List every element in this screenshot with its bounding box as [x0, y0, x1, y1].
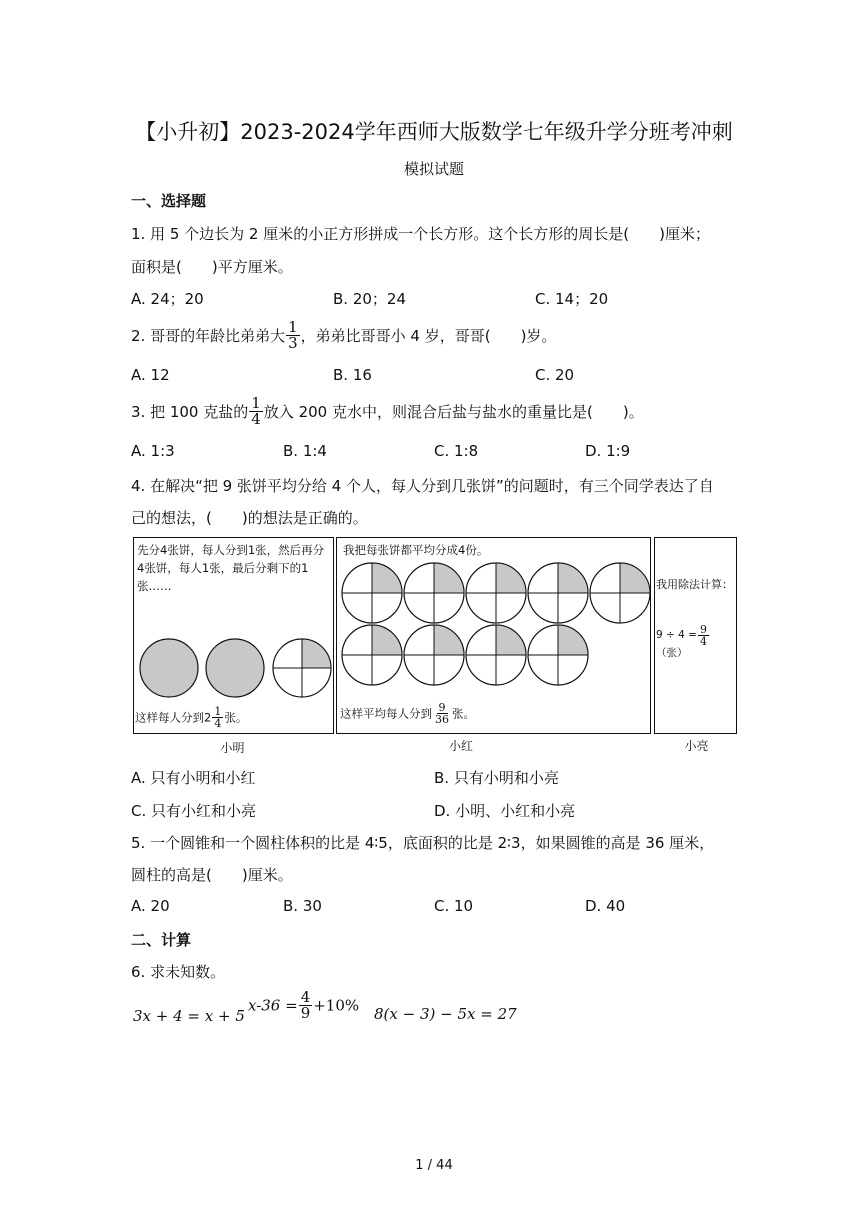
- xiaoliang-text: 我用除法计算：: [656, 578, 733, 591]
- quartered-pancake-6: [342, 625, 402, 685]
- question-1-line1: 1. 用 5 个边长为 2 厘米的小正方形拼成一个长方形。这个长方形的周长是( )厘米；: [131, 225, 710, 243]
- fraction-denominator: 3: [288, 334, 298, 352]
- question-3: [131, 396, 644, 427]
- quartered-pancake-9: [528, 625, 588, 685]
- fraction: [433, 702, 451, 725]
- xiaoming-caption: 小明: [220, 741, 245, 755]
- fraction-denominator: 4: [251, 410, 261, 428]
- question-4-line1: 4. 在解决“把 9 张饼平均分给 4 个人，每人分到几张饼”的问题时，有三个同学表达了自: [131, 477, 714, 495]
- quartered-pancake-7: [404, 625, 464, 685]
- question-4-option-b: B. 只有小明和小亮: [434, 769, 559, 787]
- question-2-option-b: B. 16: [333, 366, 372, 384]
- fraction-numerator: 1: [288, 318, 298, 336]
- question-2-text-after: ，弟弟比哥哥小 4 岁，哥哥( )岁。: [300, 327, 557, 345]
- fraction: [299, 990, 313, 1021]
- xiaohong-caption: 小红: [448, 739, 473, 753]
- fraction-denominator: 4: [699, 635, 707, 648]
- equation-1: 3x + 4 = x + 5: [133, 1007, 245, 1025]
- fraction: [698, 624, 709, 647]
- xiaohong-result-after: 张。: [452, 706, 475, 721]
- question-5-option-a: A. 20: [131, 897, 170, 915]
- question-1-option-c: C. 14；20: [535, 290, 609, 308]
- question-2: [131, 320, 556, 351]
- xiaoming-result-after: 张。: [224, 710, 248, 725]
- xiaoliang-panel: [654, 537, 737, 734]
- fraction-numerator: 4: [300, 988, 311, 1006]
- fraction-numerator: 1: [251, 394, 261, 412]
- xiaohong-panel: [336, 537, 651, 734]
- question-4-option-d: D. 小明、小红和小亮: [434, 802, 576, 820]
- question-5-option-c: C. 10: [434, 897, 474, 915]
- question-3-option-d: D. 1:9: [585, 442, 631, 460]
- question-3-option-c: C. 1:8: [434, 442, 479, 460]
- xiaoming-text: 先分4张饼，每人分到1张，然后再分4张饼，每人1张，最后分剩下的1张……: [137, 543, 325, 593]
- xiaoming-result: [135, 706, 331, 729]
- equation-3: 8(x − 3) − 5x = 27: [374, 1005, 517, 1023]
- xiaoming-pancakes: [134, 636, 333, 706]
- xiaoliang-expression: [656, 624, 736, 661]
- quarter-pancake: [273, 639, 331, 697]
- question-5-option-d: D. 40: [585, 897, 626, 915]
- fraction: [249, 396, 263, 427]
- fraction-numerator: 9: [699, 623, 707, 636]
- fraction-denominator: 4: [214, 717, 222, 730]
- fraction-denominator: 36: [435, 713, 449, 726]
- xiaoming-result-before: 这样每人分到2: [135, 710, 212, 725]
- question-3-text-after: 放入 200 克水中，则混合后盐与盐水的重量比是( )。: [263, 403, 644, 421]
- equation-2-before: x-36 =: [248, 996, 298, 1015]
- equation-2: [248, 990, 359, 1021]
- quartered-pancake-1: [342, 563, 402, 623]
- full-pancake-1: [140, 639, 198, 697]
- question-3-option-b: B. 1:4: [283, 442, 327, 460]
- question-1-line2: 面积是( )平方厘米。: [131, 258, 293, 276]
- xiaoliang-expr-after: （张）: [656, 647, 688, 659]
- quartered-pancake-5: [590, 563, 650, 623]
- section-heading: 一、选择题: [131, 192, 207, 210]
- question-2-text-before: 2. 哥哥的年龄比弟弟大: [131, 327, 286, 345]
- question-1-option-a: A. 24；20: [131, 290, 204, 308]
- quartered-pancake-2: [404, 563, 464, 623]
- quartered-pancake-8: [466, 625, 526, 685]
- quartered-pancake-3: [466, 563, 526, 623]
- full-pancake-2: [206, 639, 264, 697]
- page-number: 1 / 44: [415, 1158, 453, 1173]
- xiaohong-text: 我把每张饼都平均分成4份。: [343, 543, 489, 557]
- quartered-pancake-4: [528, 563, 588, 623]
- xiaohong-result: [340, 702, 640, 725]
- question-5-option-b: B. 30: [283, 897, 322, 915]
- question-4-option-a: A. 只有小明和小红: [131, 769, 256, 787]
- question-1-option-b: B. 20；24: [333, 290, 407, 308]
- question-6: 6. 求未知数。: [131, 963, 226, 981]
- xiaoliang-expr-before: 9 ÷ 4 =: [656, 629, 697, 641]
- question-2-option-a: A. 12: [131, 366, 170, 384]
- fraction: [212, 706, 223, 729]
- question-5-line2: 圆柱的高是( )厘米。: [131, 866, 293, 884]
- question-5-line1: 5. 一个圆锥和一个圆柱体积的比是 4∶5，底面积的比是 2∶3，如果圆锥的高是 36 厘米，: [131, 834, 715, 852]
- fraction-numerator: 1: [214, 705, 222, 718]
- question-3-text-before: 3. 把 100 克盐的: [131, 403, 249, 421]
- document-subtitle: 模拟试题: [403, 160, 464, 178]
- xiaohong-pancakes: [337, 560, 650, 690]
- xiaohong-result-before: 这样平均每人分到: [340, 706, 432, 721]
- section-heading: 二、计算: [131, 931, 192, 949]
- xiaoming-panel: [133, 537, 334, 734]
- document-title: 【小升初】2023-2024学年西师大版数学七年级升学分班考冲刺: [135, 120, 733, 144]
- equation-2-after: +10%: [313, 996, 360, 1015]
- fraction-numerator: 9: [438, 701, 446, 714]
- xiaoliang-caption: 小亮: [684, 739, 709, 753]
- question-4-option-c: C. 只有小红和小亮: [131, 802, 257, 820]
- question-4-line2: 己的想法，( )的想法是正确的。: [131, 509, 368, 527]
- fraction: [286, 320, 300, 351]
- question-3-option-a: A. 1:3: [131, 442, 175, 460]
- fraction-denominator: 9: [300, 1004, 311, 1022]
- question-2-option-c: C. 20: [535, 366, 575, 384]
